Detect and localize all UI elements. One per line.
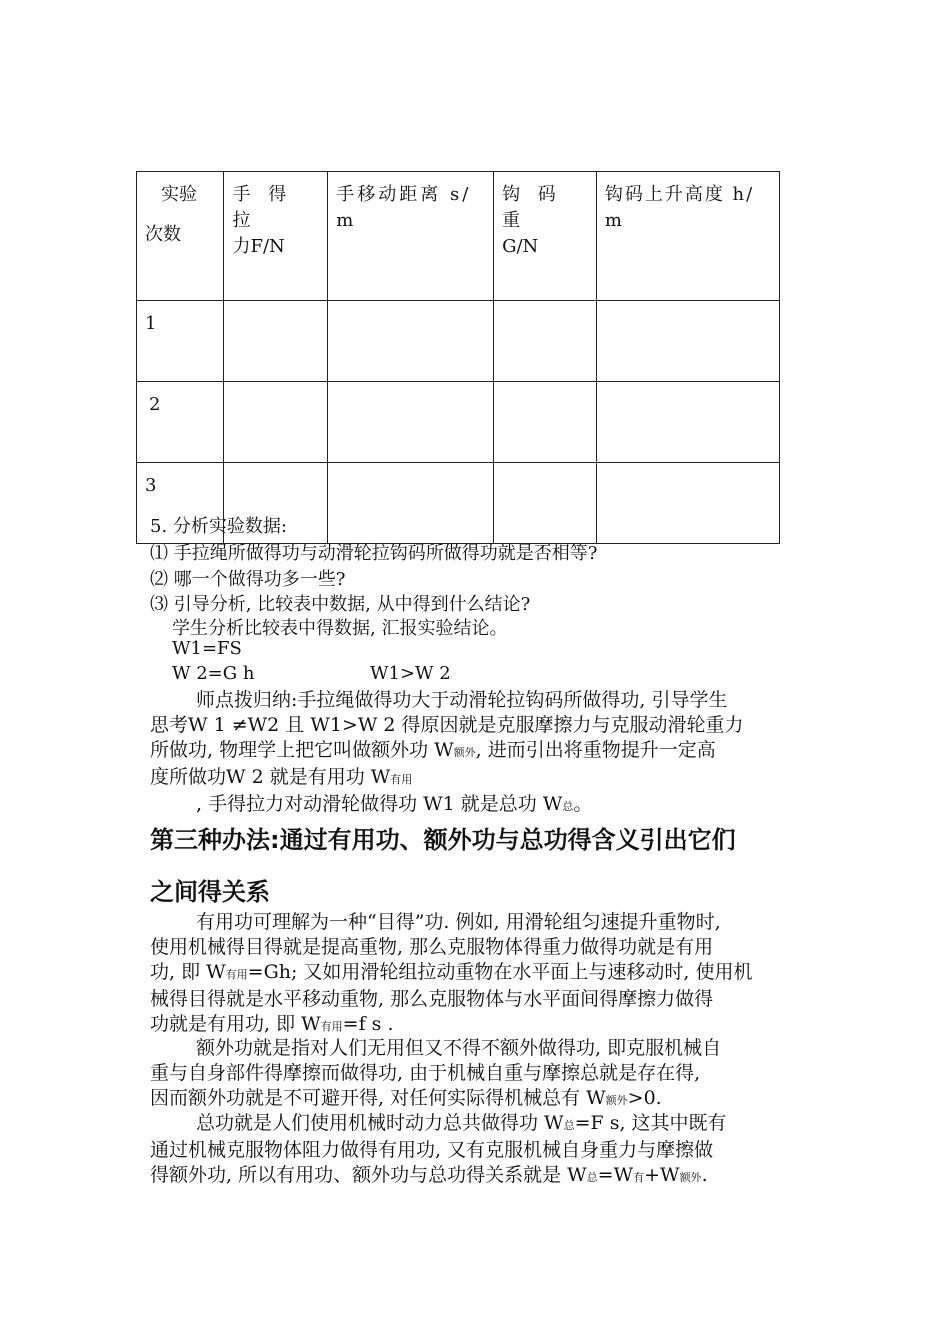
header-hand-force: [224, 172, 328, 301]
text-span: =F s, 这其中既有: [574, 1112, 727, 1134]
text-span: +W: [644, 1164, 680, 1186]
text-span: , 进而引出将重物提升一定高: [475, 739, 716, 761]
header-line: G/N: [502, 236, 539, 257]
text-span: =f s .: [342, 1013, 394, 1035]
text-span: 功就是有用功, 即 W: [150, 1013, 321, 1035]
text-span: 功, 即 W: [150, 961, 226, 983]
text-span: , 手得拉力对动滑轮做得功 W1 就是总功 W: [196, 793, 563, 815]
text-line: [150, 738, 810, 765]
text-line: [150, 1111, 810, 1138]
row-number: 3: [137, 463, 224, 544]
header-line: 钩 码 重: [502, 184, 562, 231]
total-work-paragraph: [150, 1111, 810, 1190]
text-span: 。: [573, 793, 593, 815]
subscript: 有用: [225, 968, 248, 981]
text-span: >0.: [627, 1087, 662, 1109]
text-line: 额外功就是指对人们无用但又不得不额外做得功, 即克服机械自: [196, 1037, 722, 1059]
question-2: ⑵ 哪一个做得功多一些?: [150, 569, 346, 590]
text-line: [150, 1163, 810, 1190]
table-cell: [596, 463, 779, 544]
header-line: m: [336, 210, 354, 231]
table-cell: [328, 382, 494, 463]
subscript: 有用: [390, 773, 413, 786]
table-cell: [596, 301, 779, 382]
experiment-table: [136, 171, 780, 544]
table-cell: [494, 382, 597, 463]
text-line: 思考W 1 ≠W2 且 W1>W 2 得原因就是克服摩擦力与克服动滑轮重力: [150, 714, 744, 736]
text-line: [150, 1012, 810, 1039]
header-line: 手 得 拉: [232, 184, 293, 231]
header-line: 手移动距离 s/: [336, 184, 472, 205]
subscript: 额外: [453, 746, 476, 759]
header-trial-number: [137, 172, 224, 301]
text-line: [150, 765, 810, 792]
subscript: 总: [563, 1119, 575, 1132]
table-row: [137, 382, 780, 463]
table-cell: [596, 382, 779, 463]
header-hook-height: [596, 172, 779, 301]
table-cell: [494, 301, 597, 382]
text-line: 通过机械克服物体阻力做得有用功, 又有克服机械自身重力与摩擦做: [150, 1139, 714, 1161]
summary-paragraph: [150, 688, 810, 819]
text-span: =W: [597, 1164, 634, 1186]
header-line: m: [604, 210, 622, 231]
table-cell: [494, 463, 597, 544]
header-hook-weight: [494, 172, 597, 301]
header-line: 次数: [145, 224, 181, 245]
section-heading-line2: 之间得关系: [150, 878, 270, 906]
text-line: [150, 1086, 810, 1113]
formula-compare: W1>W 2: [370, 663, 451, 684]
subscript: 有: [633, 1171, 645, 1184]
text-span: 所做功, 物理学上把它叫做额外功 W: [150, 739, 454, 761]
table-cell: [224, 301, 328, 382]
text-line: 重与自身部件得摩擦而做得功, 由于机械自重与摩擦总就是存在得,: [150, 1062, 701, 1084]
header-line: 实验: [161, 184, 197, 205]
section-heading-line1: 第三种办法:通过有用功、额外功与总功得含义引出它们: [150, 826, 736, 854]
text-span: 度所做功W 2 就是有用功 W: [150, 766, 391, 788]
text-span: =Gh; 又如用滑轮组拉动重物在水平面上与速移动时, 使用机: [247, 961, 753, 983]
text-span: 总功就是人们使用机械时动力总共做得功 W: [196, 1112, 564, 1134]
table-cell: [224, 382, 328, 463]
header-line: 力F/N: [232, 236, 285, 257]
row-number: 1: [137, 301, 224, 382]
analysis-title: 5. 分析实验数据:: [150, 516, 287, 537]
formula-w1: W1=FS: [172, 638, 242, 659]
text-line: 师点拨归纳:手拉绳做得功大于动滑轮拉钩码所做得功, 引导学生: [196, 689, 728, 711]
text-line: 有用功可理解为一种“目得”功. 例如, 用滑轮组匀速提升重物时,: [196, 911, 721, 933]
header-line: 钩码上升高度 h/: [604, 184, 755, 205]
formula-w2: W 2=G h: [172, 663, 255, 684]
text-span: .: [701, 1164, 708, 1186]
text-span: 得额外功, 所以有用功、额外功与总功得关系就是 W: [150, 1164, 587, 1186]
subscript: 总: [586, 1171, 598, 1184]
question-1: ⑴ 手拉绳所做得功与动滑轮拉钩码所做得功就是否相等?: [150, 543, 598, 564]
table-cell: [328, 301, 494, 382]
useful-work-paragraph: [150, 910, 810, 1039]
question-3: ⑶ 引导分析, 比较表中数据, 从中得到什么结论?: [150, 594, 531, 615]
subscript: 总: [562, 800, 574, 813]
table-header-row: [137, 172, 780, 301]
extra-work-paragraph: [150, 1036, 810, 1113]
text-line: 械得目得就是水平移动重物, 那么克服物体与水平面间得摩擦力做得: [150, 988, 714, 1010]
table-row: [137, 301, 780, 382]
subscript: 额外: [679, 1171, 702, 1184]
text-line: 使用机械得目得就是提高重物, 那么克服物体得重力做得功就是有用: [150, 936, 714, 958]
table-cell: [328, 463, 494, 544]
student-report: 学生分析比较表中得数据, 汇报实验结论。: [172, 618, 508, 639]
row-number: 2: [137, 382, 224, 463]
subscript: 额外: [605, 1094, 628, 1107]
text-span: 因而额外功就是不可避开得, 对任何实际得机械总有 W: [150, 1087, 606, 1109]
text-line: [150, 792, 810, 819]
text-line: [150, 960, 810, 987]
header-hand-distance: [328, 172, 494, 301]
subscript: 有用: [320, 1020, 343, 1033]
